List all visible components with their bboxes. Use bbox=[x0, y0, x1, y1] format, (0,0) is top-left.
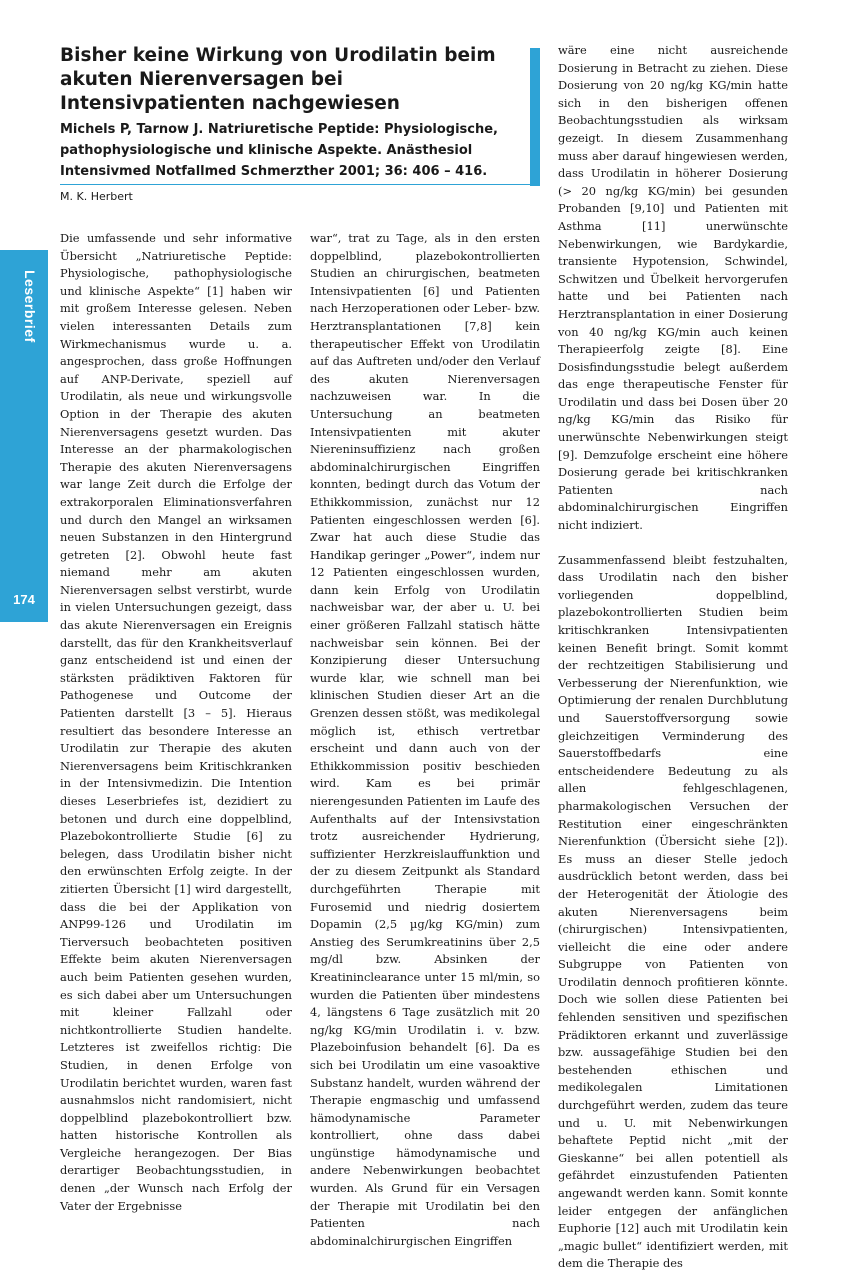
article-header bbox=[60, 44, 530, 183]
header-divider bbox=[60, 184, 536, 185]
section-label: Leserbrief bbox=[22, 270, 38, 343]
page-number: 174 bbox=[13, 592, 35, 607]
article-reference: Michels P, Tarnow J. Natriuretische Peptide: Physiologische, pathophysiologische und klinische Aspekte. Anästhesiol Intensivmed Notfallmed Schmerzther 2001; 36: 406 – 416. bbox=[60, 122, 498, 179]
paragraph: wäre eine nicht ausreichende Dosierung in Betracht zu ziehen. Diese Dosierung von 20 ng/kg KG/min hatte sich in den bisherigen offenen Beobachtungsstudien als wirksam gezeigt. In diesem Zusammenhang muss aber darauf hingewiesen werden, dass Urodilatin in höherer Dosierung (> 20 ng/kg KG/min) bei gesunden Probanden [9,10] und Patienten mit Asthma [11] unerwünschte Nebenwirkungen, wie Bardykardie, transiente Hypotension, Schwindel, Schwitzen und Übelkeit hervorgerufen hatte und bei Patienten nach Herztransplantation in einer Dosierung von 40 ng/kg KG/min auch keinen Therapieerfolg zeigte [8]. Eine Dosisfindungsstudie belegt außerdem das enge therapeutische Fenster für Urodilatin und dass bei Dosen über 20 ng/kg KG/min das Risiko für unerwünschte Nebenwirkungen steigt [9]. Demzufolge erscheint eine höhere Dosierung gerade bei kritischkranken Patienten nach abdominalchirurgischen Eingriffen nicht indiziert. bbox=[558, 43, 788, 533]
paragraph: Die umfassende und sehr informative Übersicht „Natriuretische Peptide: Physiologische, pathophysiologische und klinische Aspekte“ [1] haben wir mit großem Interesse gelesen. Neben vielen interessanten Details zum Wirkmechanismus wurde u. a. angesprochen, dass große Hoffnungen auf ANP-Derivate, speziell auf Urodilatin, als neue und wirkungsvolle Option in der Therapie des akuten Nierenversagens gesetzt wurden. Das Interesse an der pharmakologischen Therapie des akuten Nierenversagens war lange Zeit durch die Erfolge der extrakorporalen Eliminationsverfahren und durch den Mangel an wirksamen neuen Substanzen in den Hintergrund getreten [2]. Obwohl heute fast niemand mehr am akuten Nierenversagen selbst verstirbt, wurde in vielen Untersuchungen gezeigt, dass das akute Nierenversagen ein Ereignis darstellt, das für den Krankheitsverlauf ganz entscheidend ist und einen der stärksten prädiktiven Faktoren für Pathogenese und Outcome der Patienten darstellt [3 – 5]. Hieraus resultiert das besondere Interesse an Urodilatin zur Therapie des akuten Nierenversagens beim Kritischkranken in der Intensivmedizin. Die Intention dieses Leserbriefes ist, dezidiert zu betonen und durch eine doppelblind, Plazebokontrollierte Studie [6] zu belegen, dass Urodilatin bisher nicht den erwünschten Erfolg zeigte. In der zitierten Übersicht [1] wird dargestellt, dass die bei der Applikation von ANP99-126 und Urodilatin im Tierversuch beobachteten positiven Effekte beim akuten Nierenversagen auch beim Patienten gesehen wurden, es sich dabei aber um Untersuchungen mit kleiner Fallzahl oder nichtkontrollierte Studien handelte. Letzteres ist zweifellos richtig: Die Studien, in denen Erfolge von Urodilatin berichtet wurden, waren fast ausnahmslos nicht randomisiert, nicht doppelblind plazebokontrolliert bzw. hatten historische Kontrollen als Vergleiche herangezogen. Der Bias derartiger Beobachtungsstudien, in denen „der Wunsch nach Erfolg der Vater der Ergebnisse bbox=[60, 231, 292, 1213]
text-column-2 bbox=[310, 230, 540, 1248]
header-accent-bar bbox=[530, 48, 540, 186]
text-column-3 bbox=[558, 42, 788, 1271]
paragraph: Zusammenfassend bleibt festzuhalten, dass Urodilatin nach den bisher vorliegenden doppelblind, plazebokontrollierten Studien beim kritischkranken Intensivpatienten keinen Benefit bringt. Somit kommt der rechtzeitigen Stabilisierung und Verbesserung der Nierenfunktion, wie Optimierung der renalen Durchblutung und Sauerstoffversorgung sowie gleichzeitigen Verminderung des Sauerstoffbedarfs eine entscheidendere Bedeutung zu als allen fehlgeschlagenen, pharmakologischen Versuchen der Restitution einer eingeschränkten Nierenfunktion (Übersicht siehe [2]). Es muss an dieser Stelle jedoch ausdrücklich betont werden, dass bei der Heterogenität der Ätiologie des akuten Nierenversagens beim (chirurgischen) Intensivpatienten, vielleicht die eine oder andere Subgruppe von Patienten von Urodilatin dennoch profitieren könnte. Doch wie sollen diese Patienten bei fehlenden sensitiven und spezifischen Prädiktoren erkannt und zuverlässige bzw. aussagefähige Studien bei den bestehenden ethischen und medikolegalen Limitationen durchgeführt werden, zudem das teure und u. U. mit Nebenwirkungen behaftete Peptid nicht „mit der Gieskanne“ bei allen potentiell als gefährdet einzustufenden Patienten angewandt werden kann. Somit konnte leider entgegen der anfänglichen Euphorie [12] auch mit Urodilatin kein „magic bullet“ identifiziert werden, mit dem die Therapie des bbox=[558, 552, 788, 1271]
text-column-1 bbox=[60, 230, 292, 1213]
paragraph: war“, trat zu Tage, als in den ersten doppelblind, plazebokontrollierten Studien an chirurgischen, beatmeten Intensivpatienten [6] und Patienten nach Herzoperationen oder Leber- bzw. Herztransplantationen [7,8] kein therapeutischer Effekt von Urodilatin auf das Auftreten und/oder den Verlauf des akuten Nierenversagen nachzuweisen war. In die Untersuchung an beatmeten Intensivpatienten mit akuter Niereninsuffizienz nach großen abdominalchirurgischen Eingriffen konnten, bedingt durch das Votum der Ethikkommission, zunächst nur 12 Patienten eingeschlossen werden [6]. Zwar hat auch diese Studie das Handikap geringer „Power“, indem nur 12 Patienten eingeschlossen wurden, dann kein Erfolg von Urodilatin nachweisbar war, der aber u. U. bei einer größeren Fallzahl statisch hätte nachweisbar sein können. Bei der Konzipierung dieser Untersuchung wurde klar, wie schnell man bei klinischen Studien dieser Art an die Grenzen dessen stößt, was medikolegal möglich ist, ethisch vertretbar erscheint und dann auch von der Ethikkommission positiv beschieden wird. Kam es bei primär nierengesunden Patienten im Laufe des Aufenthalts auf der Intensivstation trotz ausreichender Hydrierung, suffizienter Herzkreislauffunktion und der zu diesem Zeitpunkt als Standard durchgeführten Therapie mit Furosemid und niedrig dosiertem Dopamin (2,5 µg/kg KG/min) zum Anstieg des Serumkreatinins über 2,5 mg/dl bzw. Absinken der Kreatininclearance unter 15 ml/min, so wurden die Patienten über mindestens 4, längstens 6 Tage zusätzlich mit 20 ng/kg KG/min Urodilatin i. v. bzw. Plazeboinfusion behandelt [6]. Da es sich bei Urodilatin um eine vasoaktive Substanz handelt, wurden während der Therapie engmaschig und umfassend hämodynamische Parameter kontrolliert, ohne dass dabei ungünstige hämodynamische und andere Nebenwirkungen beobachtet wurden. Als Grund für ein Versagen der Therapie mit Urodilatin bei den Patienten nach abdominalchirurgischen Eingriffen bbox=[310, 231, 540, 1248]
article-author: M. K. Herbert bbox=[60, 190, 133, 203]
article-title: Bisher keine Wirkung von Urodilatin beim akuten Nierenversagen bei Intensivpatienten nachgewiesen bbox=[60, 45, 496, 115]
